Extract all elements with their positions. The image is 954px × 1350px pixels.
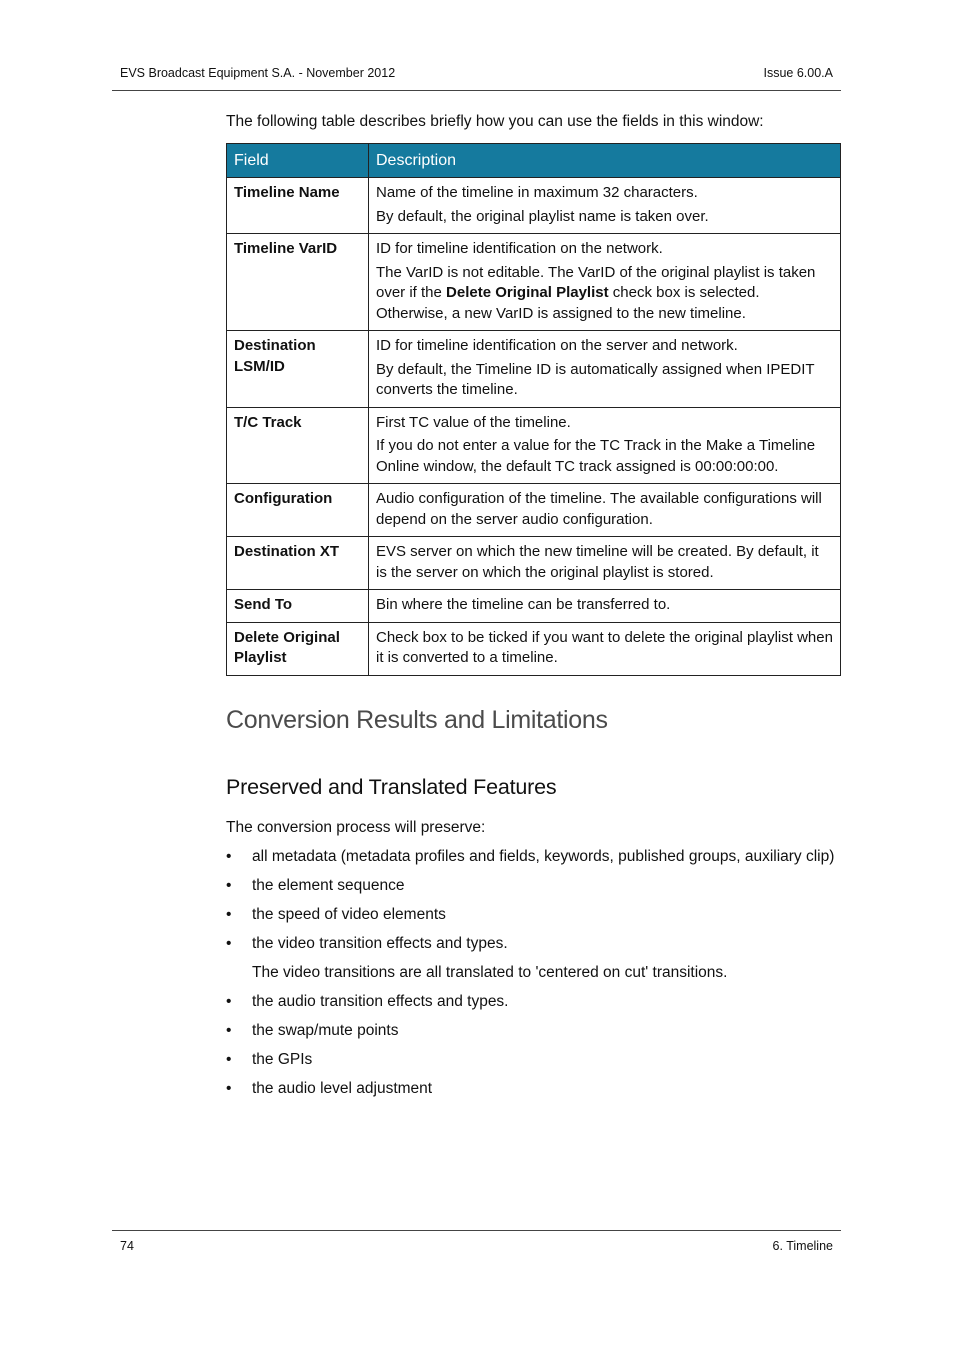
list-item [226,991,846,1020]
field-name: Configuration [227,484,369,537]
field-description [369,622,841,675]
bullet-icon: • [226,1051,232,1068]
field-name: T/C Track [227,407,369,484]
list-item-note-text: The video transitions are all translated to 'centered on cut' transitions. [252,964,728,981]
description-text: Bin where the timeline can be transferred to. [376,596,671,613]
field-description [369,484,841,537]
field-description [369,331,841,408]
list-item [226,1020,846,1049]
bullet-icon: • [226,848,232,865]
header-issue: Issue 6.00.A [763,66,833,80]
description-text: Name of the timeline in maximum 32 characters. [376,184,698,201]
description-text: EVS server on which the new timeline will be created. By default, it is the server on which the original playlist is stored. [376,543,819,581]
bullet-icon: • [226,906,232,923]
table-row [227,622,841,675]
description-text: Check box to be ticked if you want to delete the original playlist when it is converted to a timeline. [376,628,833,666]
table-row [227,407,841,484]
table-row [227,590,841,623]
header-publisher: EVS Broadcast Equipment S.A. - November 2012 [120,66,396,80]
description-text: First TC value of the timeline. [376,413,571,431]
field-name: Destination XT [227,537,369,590]
bullet-icon: • [226,877,232,894]
column-header-field: Field [227,144,369,178]
field-description [369,537,841,590]
field-name: Delete Original Playlist [227,622,369,675]
bullet-icon: • [226,1080,232,1097]
description-text: By default, the original playlist name is taken over. [376,207,709,225]
description-text [376,263,833,325]
list-item-text: the audio level adjustment [252,1080,433,1097]
list-item [226,904,846,933]
description-bold-term: Delete Original Playlist [446,284,609,301]
list-item-text: the audio transition effects and types. [252,993,509,1010]
fields-table [226,143,841,676]
lead-paragraph: The conversion process will preserve: [226,819,486,836]
bullet-icon: • [226,935,232,952]
field-name: Timeline VarID [227,234,369,331]
list-item [226,933,846,962]
field-description [369,590,841,623]
field-description [369,178,841,234]
table-intro: The following table describes briefly how you can use the fields in this window: [226,113,764,130]
chapter-label: 6. Timeline [772,1239,833,1253]
list-item [226,846,846,875]
field-description [369,407,841,484]
subsection-title: Preserved and Translated Features [226,775,557,799]
list-item-text: the element sequence [252,877,405,894]
field-name: Send To [227,590,369,623]
table-row [227,331,841,408]
list-item-note [226,962,846,991]
field-name: Destination LSM/ID [227,331,369,408]
description-text: ID for timeline identification on the network. [376,240,663,257]
table-row [227,234,841,331]
table-header-row [227,144,841,178]
description-text: ID for timeline identification on the server and network. [376,337,738,354]
table-row [227,484,841,537]
list-item [226,1049,846,1078]
list-item [226,875,846,904]
bullet-icon: • [226,993,232,1010]
list-item-text: the swap/mute points [252,1022,399,1039]
description-text-part: check box is selected. Otherwise, a new VarID is assigned to the new timeline. [376,284,760,322]
description-text: Audio configuration of the timeline. The available configurations will depend on the server audio configuration. [376,490,822,528]
description-text: By default, the Timeline ID is automatically assigned when IPEDIT converts the timeline. [376,360,815,398]
list-item-text: all metadata (metadata profiles and fields, keywords, published groups, auxiliary clip) [252,848,835,865]
page-footer [112,1230,841,1255]
description-text: If you do not enter a value for the TC Track in the Make a Timeline Online window, the default TC track assigned is 00:00:00:00. [376,437,816,475]
bullet-icon: • [226,1022,232,1039]
description-text-part: The VarID is not editable. The VarID of the original playlist is taken over if the [376,263,816,301]
table-row [227,537,841,590]
table-row [227,178,841,234]
page-header [112,66,841,91]
preserved-features-list [226,846,846,1107]
list-item-text: the GPIs [252,1051,313,1068]
page-number: 74 [120,1239,134,1253]
section-title: Conversion Results and Limitations [226,706,608,734]
list-item [226,1078,846,1107]
list-item-text: the video transition effects and types. [252,935,508,952]
list-item-text: the speed of video elements [252,906,446,923]
column-header-description: Description [369,144,841,178]
field-description [369,234,841,331]
field-name: Timeline Name [227,178,369,234]
